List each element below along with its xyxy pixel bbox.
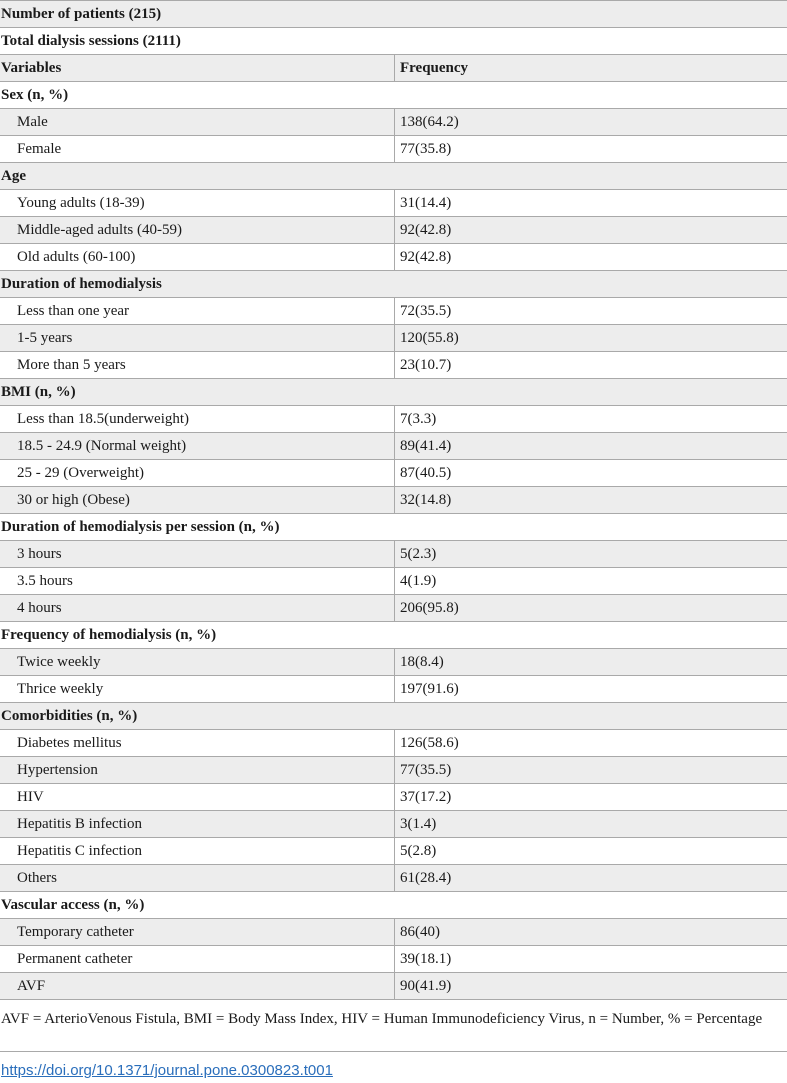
section-row xyxy=(0,82,787,109)
row-value: 87(40.5) xyxy=(400,465,452,481)
row-value: 72(35.5) xyxy=(400,303,452,319)
row-label: Age xyxy=(1,168,26,184)
table-row xyxy=(0,676,787,703)
column-header-frequency: Frequency xyxy=(400,60,469,76)
row-value: 197(91.6) xyxy=(400,681,459,697)
row-label: 25 - 29 (Overweight) xyxy=(17,465,145,481)
doi-link[interactable]: https://doi.org/10.1371/journal.pone.0300823.t001 xyxy=(1,1062,333,1079)
table-row xyxy=(0,136,787,163)
column-divider xyxy=(394,487,395,513)
table-row xyxy=(0,757,787,784)
column-divider xyxy=(394,784,395,810)
column-divider xyxy=(394,298,395,324)
row-value: 31(14.4) xyxy=(400,195,452,211)
row-value: 39(18.1) xyxy=(400,951,452,967)
row-label: Thrice weekly xyxy=(17,681,104,697)
section-row xyxy=(0,271,787,298)
column-divider xyxy=(394,55,395,81)
column-divider xyxy=(394,568,395,594)
table-title-row xyxy=(0,1,787,28)
table-row xyxy=(0,838,787,865)
row-value: 126(58.6) xyxy=(400,735,459,751)
row-label: Number of patients (215) xyxy=(1,6,162,22)
row-label: HIV xyxy=(17,789,44,805)
column-divider xyxy=(394,541,395,567)
row-label: Others xyxy=(17,870,57,886)
row-value: 7(3.3) xyxy=(400,411,437,427)
column-divider xyxy=(394,406,395,432)
column-divider xyxy=(394,433,395,459)
row-value: 32(14.8) xyxy=(400,492,452,508)
row-value: 4(1.9) xyxy=(400,573,437,589)
row-label: Young adults (18-39) xyxy=(17,195,145,211)
table-row xyxy=(0,541,787,568)
column-divider xyxy=(394,352,395,378)
table-row xyxy=(0,946,787,973)
table-row xyxy=(0,784,787,811)
row-value: 5(2.3) xyxy=(400,546,437,562)
row-value: 206(95.8) xyxy=(400,600,459,616)
row-value: 5(2.8) xyxy=(400,843,437,859)
row-label: Total dialysis sessions (2111) xyxy=(1,33,181,49)
row-label: Hepatitis B infection xyxy=(17,816,142,832)
row-value: 138(64.2) xyxy=(400,114,459,130)
section-row xyxy=(0,514,787,541)
row-value: 89(41.4) xyxy=(400,438,452,454)
table-row xyxy=(0,244,787,271)
table-row xyxy=(0,919,787,946)
row-value: 37(17.2) xyxy=(400,789,452,805)
column-divider xyxy=(394,109,395,135)
table-row xyxy=(0,649,787,676)
row-label: AVF xyxy=(17,978,46,994)
column-divider xyxy=(394,649,395,675)
row-label: Hepatitis C infection xyxy=(17,843,142,859)
row-label: Vascular access (n, %) xyxy=(1,897,145,913)
row-label: Less than one year xyxy=(17,303,130,319)
row-label: Diabetes mellitus xyxy=(17,735,122,751)
row-value: 3(1.4) xyxy=(400,816,437,832)
table-title-row xyxy=(0,28,787,55)
row-label: Female xyxy=(17,141,62,157)
table-row xyxy=(0,973,787,1000)
table-row xyxy=(0,595,787,622)
row-value: 18(8.4) xyxy=(400,654,444,670)
section-row xyxy=(0,703,787,730)
row-value: 77(35.8) xyxy=(400,141,452,157)
section-row xyxy=(0,892,787,919)
row-label: Twice weekly xyxy=(17,654,101,670)
row-label: 18.5 - 24.9 (Normal weight) xyxy=(17,438,187,454)
column-divider xyxy=(394,757,395,783)
table-row xyxy=(0,433,787,460)
row-value: 120(55.8) xyxy=(400,330,459,346)
row-label: Comorbidities (n, %) xyxy=(1,708,138,724)
table-row xyxy=(0,190,787,217)
section-row xyxy=(0,622,787,649)
section-row xyxy=(0,379,787,406)
row-label: Duration of hemodialysis xyxy=(1,276,162,292)
table-row xyxy=(0,352,787,379)
column-divider xyxy=(394,811,395,837)
table-row xyxy=(0,406,787,433)
column-divider xyxy=(394,676,395,702)
table-row xyxy=(0,109,787,136)
column-header-variables: Variables xyxy=(1,60,62,76)
row-value: 92(42.8) xyxy=(400,249,452,265)
column-divider xyxy=(394,919,395,945)
table-row xyxy=(0,568,787,595)
column-divider xyxy=(394,244,395,270)
table-row xyxy=(0,298,787,325)
row-value: 23(10.7) xyxy=(400,357,452,373)
table-footnote: AVF = ArterioVenous Fistula, BMI = Body Mass Index, HIV = Human Immunodeficiency Virus, n = Number, % = Percentage xyxy=(1,1011,763,1027)
row-label: Permanent catheter xyxy=(17,951,133,967)
row-label: Hypertension xyxy=(17,762,98,778)
column-divider xyxy=(394,865,395,891)
row-label: 1-5 years xyxy=(17,330,73,346)
column-divider xyxy=(394,838,395,864)
column-divider xyxy=(394,595,395,621)
row-label: 3.5 hours xyxy=(17,573,73,589)
column-divider xyxy=(394,460,395,486)
row-label: Frequency of hemodialysis (n, %) xyxy=(1,627,217,643)
row-label: Duration of hemodialysis per session (n, %) xyxy=(1,519,280,535)
row-label: Less than 18.5(underweight) xyxy=(17,411,190,427)
table-row xyxy=(0,487,787,514)
row-value: 77(35.5) xyxy=(400,762,452,778)
footnote-divider xyxy=(0,1051,787,1052)
table-row xyxy=(0,217,787,244)
column-divider xyxy=(394,325,395,351)
row-value: 90(41.9) xyxy=(400,978,452,994)
table-row xyxy=(0,730,787,757)
row-value: 86(40) xyxy=(400,924,440,940)
row-label: Male xyxy=(17,114,48,130)
row-label: BMI (n, %) xyxy=(1,384,76,400)
column-divider xyxy=(394,190,395,216)
table-row xyxy=(0,865,787,892)
column-divider xyxy=(394,217,395,243)
column-header-row xyxy=(0,55,787,82)
column-divider xyxy=(394,136,395,162)
table-row xyxy=(0,811,787,838)
row-label: More than 5 years xyxy=(17,357,126,373)
section-row xyxy=(0,163,787,190)
table-row xyxy=(0,325,787,352)
column-divider xyxy=(394,730,395,756)
table-row xyxy=(0,460,787,487)
column-divider xyxy=(394,946,395,972)
row-label: Middle-aged adults (40-59) xyxy=(17,222,182,238)
row-value: 92(42.8) xyxy=(400,222,452,238)
row-value: 61(28.4) xyxy=(400,870,452,886)
row-label: Old adults (60-100) xyxy=(17,249,136,265)
row-label: Sex (n, %) xyxy=(1,87,69,103)
row-label: 3 hours xyxy=(17,546,62,562)
row-label: 4 hours xyxy=(17,600,62,616)
row-label: 30 or high (Obese) xyxy=(17,492,130,508)
row-label: Temporary catheter xyxy=(17,924,134,940)
column-divider xyxy=(394,973,395,999)
